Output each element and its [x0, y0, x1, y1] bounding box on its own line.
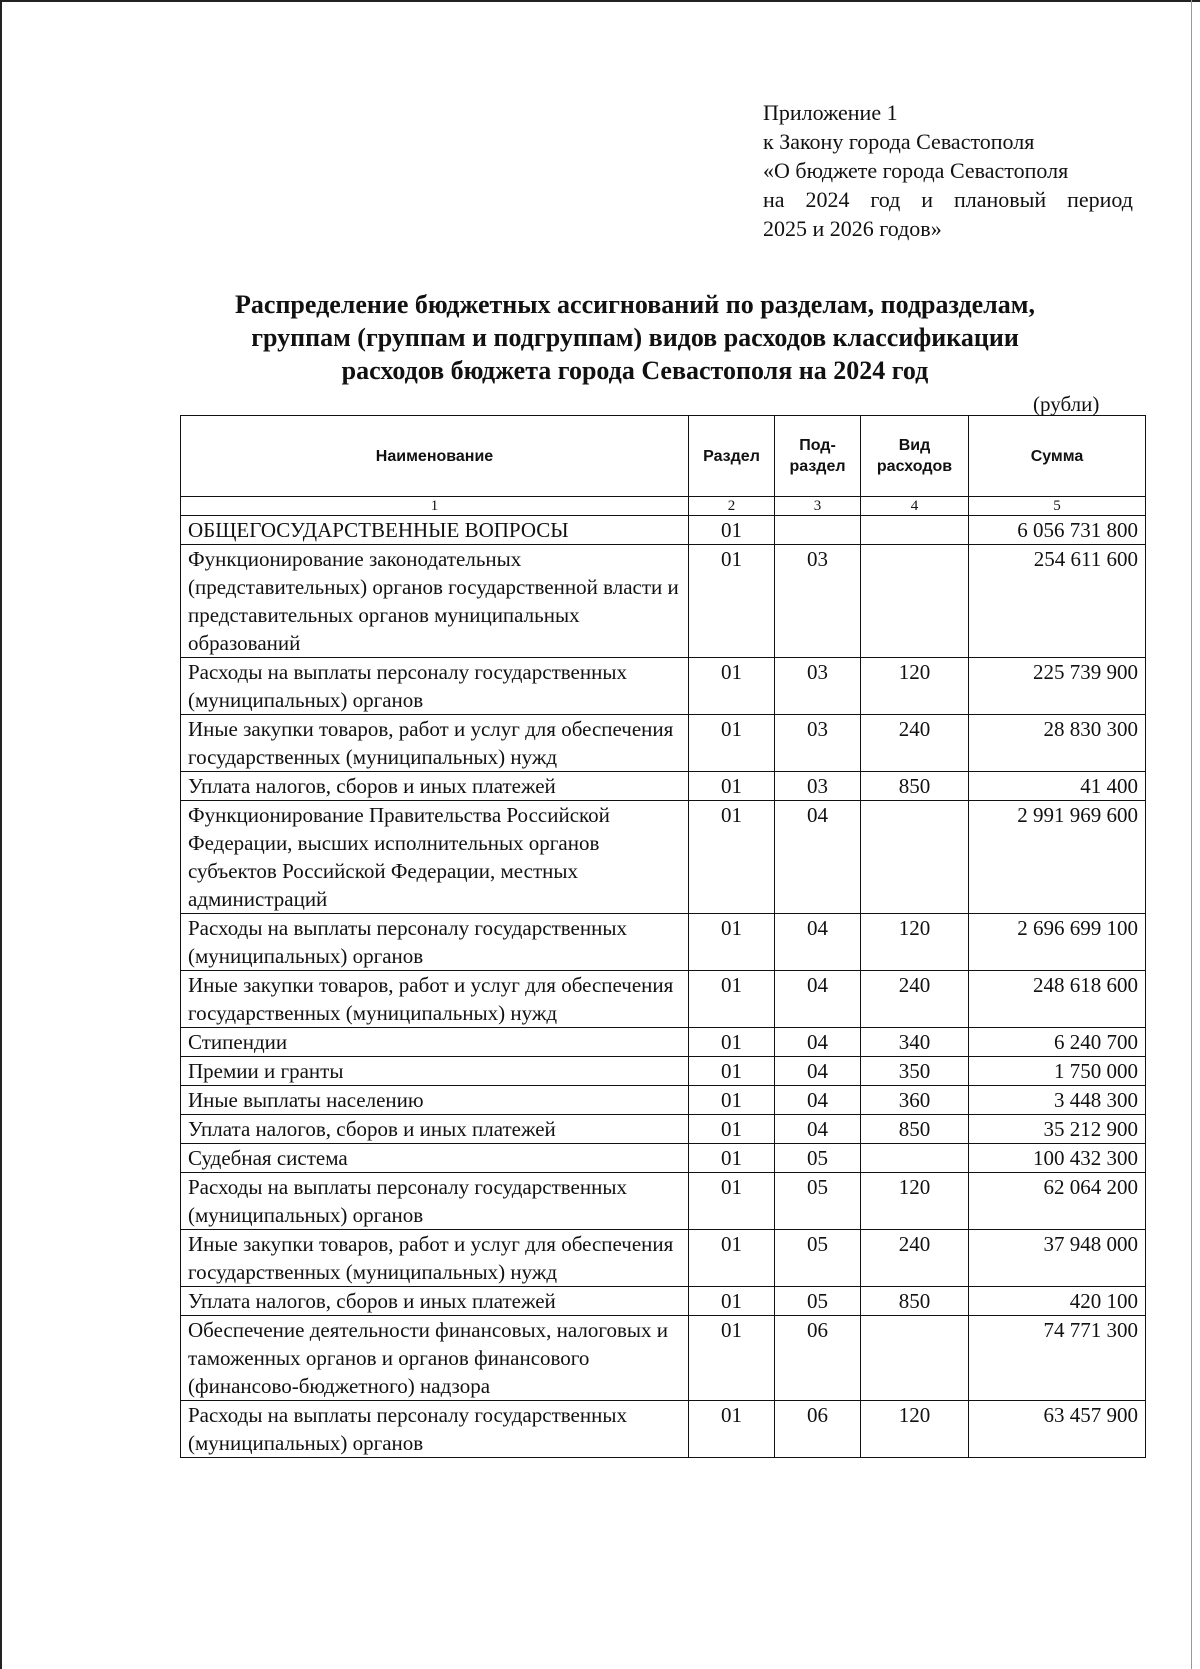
row-sum: 2 991 969 600 — [969, 801, 1146, 914]
table-row — [181, 1401, 1146, 1458]
row-section: 01 — [689, 545, 775, 658]
row-sum: 6 056 731 800 — [969, 516, 1146, 545]
row-sum: 74 771 300 — [969, 1316, 1146, 1401]
row-sum: 63 457 900 — [969, 1401, 1146, 1458]
row-subsection: 05 — [775, 1173, 861, 1230]
row-section: 01 — [689, 715, 775, 772]
header-subsection — [775, 416, 861, 497]
title-line: Распределение бюджетных ассигнований по разделам, подразделам, — [235, 290, 1035, 319]
row-sum: 225 739 900 — [969, 658, 1146, 715]
row-expense-type: 120 — [861, 658, 969, 715]
title-line: расходов бюджета города Севастополя на 2024 год — [341, 356, 929, 385]
header-section: Раздел — [689, 416, 775, 497]
row-expense-type — [861, 1316, 969, 1401]
column-number: 5 — [969, 497, 1146, 516]
row-subsection: 04 — [775, 1028, 861, 1057]
row-section: 01 — [689, 516, 775, 545]
header-type-line2: расходов — [876, 458, 953, 475]
row-sum: 3 448 300 — [969, 1086, 1146, 1115]
header-expense-type — [861, 416, 969, 497]
header-name: Наименование — [181, 416, 689, 497]
row-expense-type — [861, 1144, 969, 1173]
units-label: (рубли) — [1033, 392, 1100, 416]
row-name: Иные выплаты населению — [181, 1086, 689, 1115]
table-row — [181, 1057, 1146, 1086]
table-row — [181, 1230, 1146, 1287]
page-border-left — [0, 0, 2, 1669]
row-name: Иные закупки товаров, работ и услуг для обеспечения государственных (муниципальных) нужд — [181, 1230, 689, 1287]
row-section: 01 — [689, 801, 775, 914]
row-section: 01 — [689, 658, 775, 715]
row-name: Расходы на выплаты персоналу государственных (муниципальных) органов — [181, 1173, 689, 1230]
row-name: Обеспечение деятельности финансовых, налоговых и таможенных органов и органов финансового (финансово-бюджетного) надзора — [181, 1316, 689, 1401]
table-row — [181, 1287, 1146, 1316]
appendix-line: Приложение 1 — [763, 100, 898, 125]
row-name: Расходы на выплаты персоналу государственных (муниципальных) органов — [181, 914, 689, 971]
row-name: Стипендии — [181, 1028, 689, 1057]
row-expense-type: 350 — [861, 1057, 969, 1086]
row-subsection: 06 — [775, 1316, 861, 1401]
row-subsection: 04 — [775, 1115, 861, 1144]
row-name: Иные закупки товаров, работ и услуг для обеспечения государственных (муниципальных) нужд — [181, 715, 689, 772]
row-expense-type: 340 — [861, 1028, 969, 1057]
row-subsection: 03 — [775, 715, 861, 772]
row-section: 01 — [689, 1115, 775, 1144]
row-sum: 35 212 900 — [969, 1115, 1146, 1144]
appendix-word: период — [1067, 187, 1133, 212]
row-expense-type: 360 — [861, 1086, 969, 1115]
row-subsection: 04 — [775, 801, 861, 914]
row-subsection: 03 — [775, 658, 861, 715]
row-expense-type: 120 — [861, 914, 969, 971]
header-type-line1: Вид — [898, 437, 931, 454]
header-sum: Сумма — [969, 416, 1146, 497]
table-row — [181, 971, 1146, 1028]
row-name: Уплата налогов, сборов и иных платежей — [181, 1115, 689, 1144]
header-subsection-line2: раздел — [789, 458, 846, 475]
table-header-row — [181, 416, 1146, 497]
row-sum: 248 618 600 — [969, 971, 1146, 1028]
row-sum: 254 611 600 — [969, 545, 1146, 658]
document-title — [190, 288, 1080, 387]
table-row — [181, 1115, 1146, 1144]
row-subsection: 06 — [775, 1401, 861, 1458]
row-section: 01 — [689, 1316, 775, 1401]
table-row — [181, 545, 1146, 658]
appendix-line: «О бюджете города Севастополя — [763, 158, 1069, 183]
table-row — [181, 914, 1146, 971]
row-name: Расходы на выплаты персоналу государственных (муниципальных) органов — [181, 658, 689, 715]
row-expense-type: 850 — [861, 772, 969, 801]
row-expense-type: 850 — [861, 1287, 969, 1316]
row-expense-type — [861, 545, 969, 658]
appendix-word: год — [870, 187, 901, 212]
row-section: 01 — [689, 1086, 775, 1115]
row-subsection: 05 — [775, 1230, 861, 1287]
table-row — [181, 801, 1146, 914]
row-name: Функционирование законодательных (представительных) органов государственной власти и представительных органов муниципальных образований — [181, 545, 689, 658]
row-section: 01 — [689, 772, 775, 801]
row-section: 01 — [689, 1401, 775, 1458]
row-expense-type — [861, 801, 969, 914]
row-sum: 62 064 200 — [969, 1173, 1146, 1230]
row-expense-type: 850 — [861, 1115, 969, 1144]
row-name: Расходы на выплаты персоналу государственных (муниципальных) органов — [181, 1401, 689, 1458]
table-row — [181, 715, 1146, 772]
table-row — [181, 1086, 1146, 1115]
row-section: 01 — [689, 1144, 775, 1173]
row-name: Функционирование Правительства Российской Федерации, высших исполнительных органов субъектов Российской Федерации, местных администраций — [181, 801, 689, 914]
row-subsection: 03 — [775, 772, 861, 801]
row-section: 01 — [689, 1287, 775, 1316]
row-sum: 37 948 000 — [969, 1230, 1146, 1287]
table-row — [181, 1028, 1146, 1057]
page-border-right — [1191, 0, 1192, 1669]
column-number: 2 — [689, 497, 775, 516]
row-section: 01 — [689, 971, 775, 1028]
appendix-word: плановый — [953, 187, 1047, 212]
row-subsection: 05 — [775, 1144, 861, 1173]
row-section: 01 — [689, 1230, 775, 1287]
row-subsection: 04 — [775, 1086, 861, 1115]
row-section: 01 — [689, 1173, 775, 1230]
row-expense-type: 240 — [861, 971, 969, 1028]
budget-table — [180, 415, 1146, 1458]
row-expense-type: 120 — [861, 1401, 969, 1458]
row-expense-type: 240 — [861, 715, 969, 772]
appendix-word: 2024 — [805, 187, 850, 212]
table-row — [181, 772, 1146, 801]
row-sum: 100 432 300 — [969, 1144, 1146, 1173]
page-border-top — [0, 0, 1200, 2]
table-row — [181, 1173, 1146, 1230]
table-row — [181, 658, 1146, 715]
appendix-justified-line — [763, 185, 1133, 214]
row-subsection: 04 — [775, 971, 861, 1028]
row-subsection: 04 — [775, 914, 861, 971]
header-subsection-line1: Под- — [799, 437, 836, 454]
appendix-line: 2025 и 2026 годов» — [763, 216, 942, 241]
row-name: Уплата налогов, сборов и иных платежей — [181, 1287, 689, 1316]
row-name: Судебная система — [181, 1144, 689, 1173]
row-expense-type: 120 — [861, 1173, 969, 1230]
row-expense-type: 240 — [861, 1230, 969, 1287]
row-subsection: 04 — [775, 1057, 861, 1086]
row-expense-type — [861, 516, 969, 545]
appendix-header — [763, 98, 1133, 243]
row-name: Уплата налогов, сборов и иных платежей — [181, 772, 689, 801]
title-line: группам (группам и подгруппам) видов расходов классификации — [251, 323, 1019, 352]
row-sum: 41 400 — [969, 772, 1146, 801]
row-sum: 420 100 — [969, 1287, 1146, 1316]
column-number: 4 — [861, 497, 969, 516]
appendix-word: на — [763, 187, 785, 212]
table-row — [181, 1144, 1146, 1173]
row-section: 01 — [689, 914, 775, 971]
row-section: 01 — [689, 1057, 775, 1086]
row-sum: 2 696 699 100 — [969, 914, 1146, 971]
table-row — [181, 516, 1146, 545]
row-subsection: 03 — [775, 545, 861, 658]
row-subsection: 05 — [775, 1287, 861, 1316]
row-section: 01 — [689, 1028, 775, 1057]
table-row — [181, 1316, 1146, 1401]
row-sum: 6 240 700 — [969, 1028, 1146, 1057]
column-number: 1 — [181, 497, 689, 516]
row-subsection — [775, 516, 861, 545]
column-number: 3 — [775, 497, 861, 516]
row-name: Иные закупки товаров, работ и услуг для обеспечения государственных (муниципальных) нужд — [181, 971, 689, 1028]
row-sum: 1 750 000 — [969, 1057, 1146, 1086]
row-name: ОБЩЕГОСУДАРСТВЕННЫЕ ВОПРОСЫ — [181, 516, 689, 545]
appendix-line: к Закону города Севастополя — [763, 129, 1035, 154]
row-name: Премии и гранты — [181, 1057, 689, 1086]
column-number-row — [181, 497, 1146, 516]
appendix-word: и — [921, 187, 934, 212]
row-sum: 28 830 300 — [969, 715, 1146, 772]
